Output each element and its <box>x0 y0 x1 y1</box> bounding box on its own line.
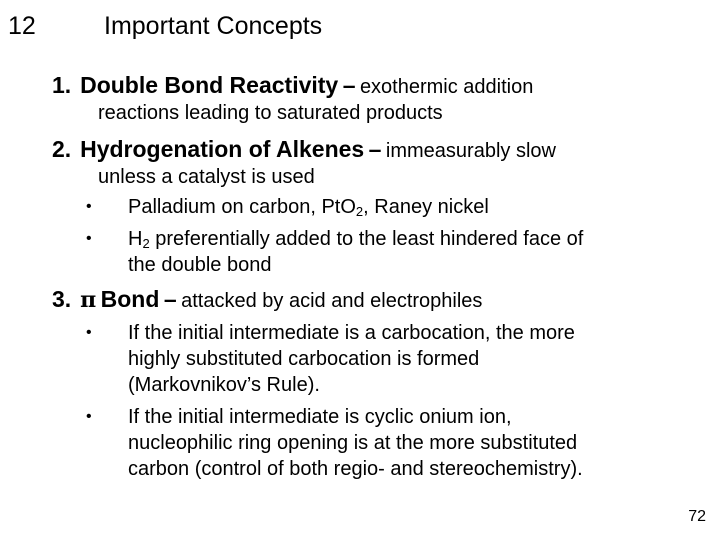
concept-3-bullet-1-line-1: If the initial intermediate is a carbocation, the more <box>128 322 575 344</box>
slide-title: Important Concepts <box>104 12 323 40</box>
concept-2-dash: – <box>368 136 382 162</box>
concept-2-bullet-2-cont: the double bond <box>128 254 272 276</box>
concept-3-bullet-2-line-1: If the initial intermediate is cyclic onium ion, <box>128 406 512 428</box>
concept-3-bullet-1-line-3: (Markovnikov’s Rule). <box>128 374 320 396</box>
subscript: 2 <box>142 236 150 251</box>
bullet-icon: • <box>86 324 92 341</box>
concept-2-heading-line <box>52 136 556 163</box>
page-number: 72 <box>688 508 706 525</box>
concept-1-heading-line <box>52 72 533 99</box>
concept-3-number: 3. <box>52 286 72 312</box>
bullet-icon: • <box>86 408 92 425</box>
concept-3-dash: – <box>163 286 177 312</box>
concept-2-desc-cont: unless a catalyst is used <box>98 166 315 188</box>
concept-2-bullet-2 <box>128 228 583 251</box>
concept-1-desc-cont: reactions leading to saturated products <box>98 102 443 124</box>
concept-2-heading: Hydrogenation of Alkenes <box>80 136 365 162</box>
concept-3-heading-line <box>52 286 482 313</box>
bullet-text: preferentially added to the least hindered face of <box>149 228 584 250</box>
concept-1-heading: Double Bond Reactivity <box>80 72 339 98</box>
concept-3-bullet-1-line-2: highly substituted carbocation is formed <box>128 348 480 370</box>
bullet-text: H <box>128 228 143 250</box>
pi-symbol: π <box>80 287 97 313</box>
bullet-text: Palladium on carbon, Pt <box>128 196 341 218</box>
bullet-text: O <box>340 196 356 218</box>
subscript: 2 <box>355 204 364 219</box>
concept-1-desc: exothermic addition <box>359 76 534 98</box>
concept-3-bullet-2-line-3: carbon (control of both regio- and stereochemistry). <box>128 458 583 480</box>
concept-3-desc: attacked by acid and electrophiles <box>181 290 483 312</box>
concept-2-desc: immeasurably slow <box>385 140 556 162</box>
concept-2-number: 2. <box>52 136 72 162</box>
bullet-icon: • <box>86 230 92 247</box>
bullet-icon: • <box>86 198 92 215</box>
concept-3-heading: Bond <box>100 286 160 312</box>
chapter-number: 12 <box>8 12 36 40</box>
concept-2-bullet-1 <box>128 196 489 219</box>
concept-1-number: 1. <box>52 72 72 98</box>
concept-1-dash: – <box>342 72 356 98</box>
bullet-text: , Raney nickel <box>363 196 489 218</box>
concept-3-bullet-2-line-2: nucleophilic ring opening is at the more substituted <box>128 432 578 454</box>
